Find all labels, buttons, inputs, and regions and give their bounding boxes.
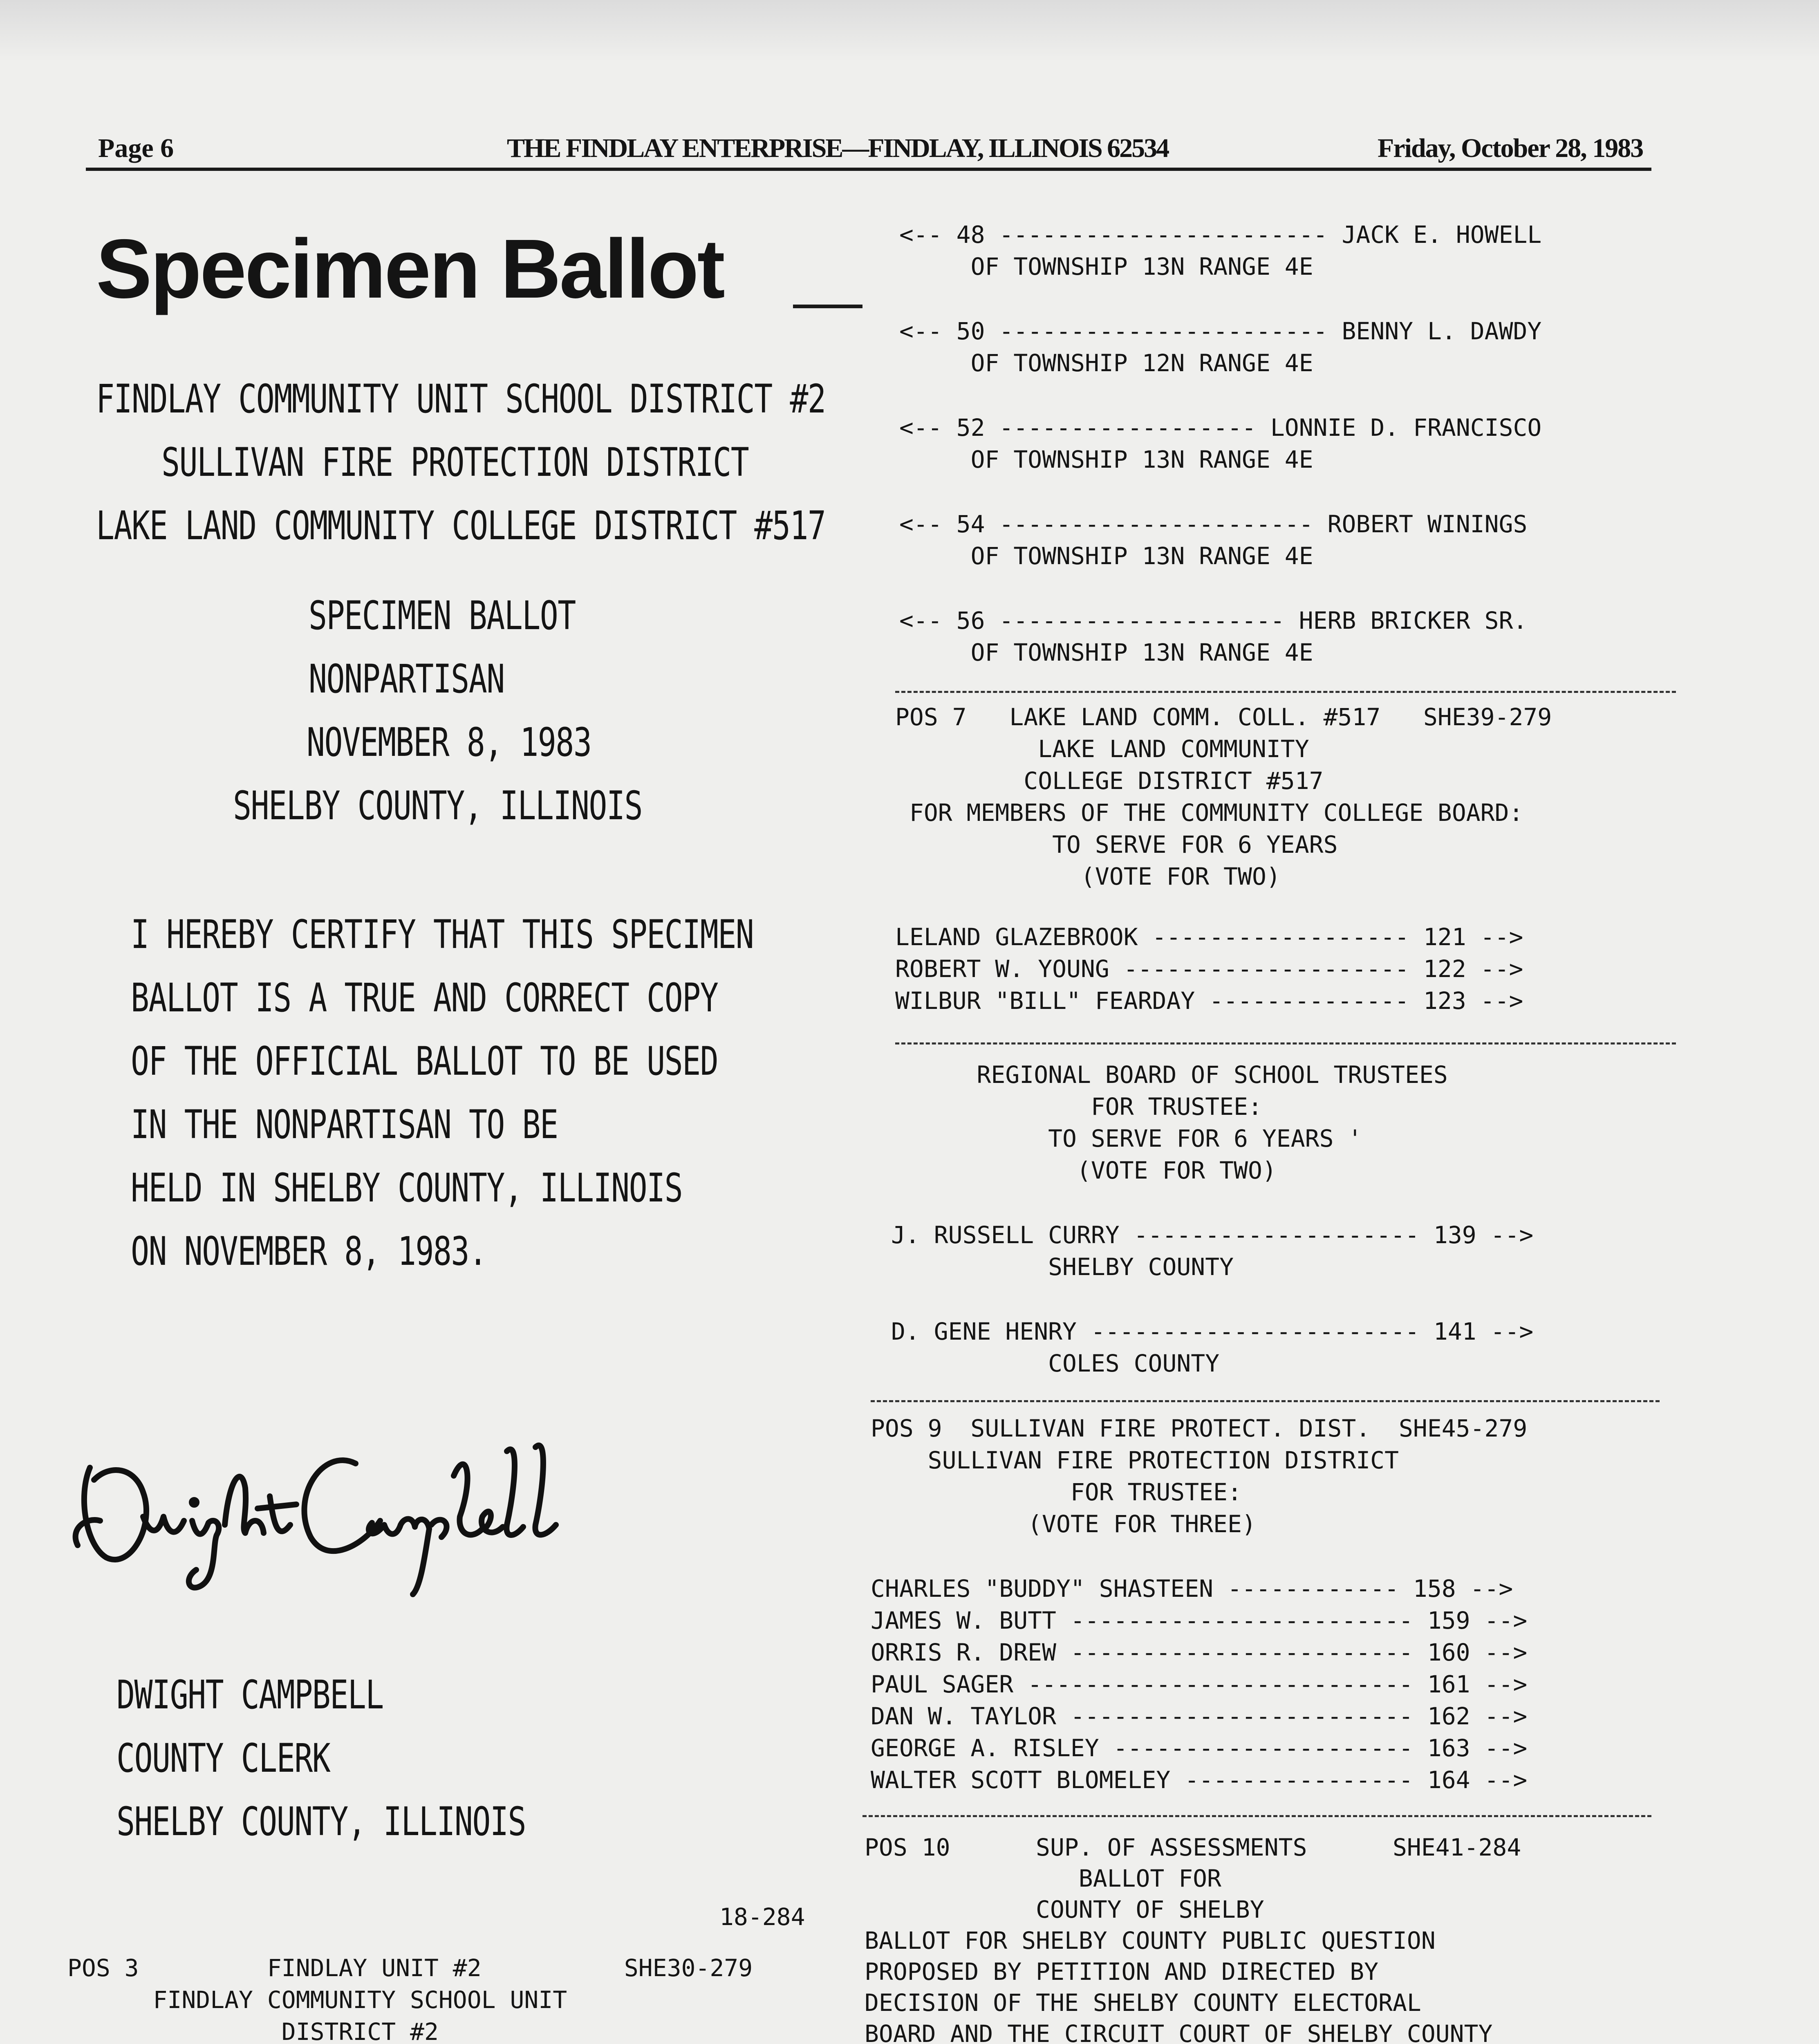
candidate-line: ORRIS R. DREW ------------------------ 160 --> — [871, 1638, 1528, 1666]
text-line: COUNTY OF SHELBY — [865, 1896, 1264, 1923]
scan-top-band — [0, 0, 1819, 61]
signature-image — [61, 1423, 572, 1602]
text-line: BOARD AND THE CIRCUIT COURT OF SHELBY COUNTY — [865, 2020, 1493, 2044]
certify-line: BALLOT IS A TRUE AND CORRECT COPY — [131, 975, 718, 1021]
text-line: DISTRICT #2 — [67, 2018, 439, 2044]
page-number: Page 6 — [98, 133, 174, 163]
text-line — [899, 480, 1541, 512]
text-line: OF TOWNSHIP 12N RANGE 4E — [899, 349, 1313, 377]
candidate-line: LELAND GLAZEBROOK ------------------ 121 --> — [895, 923, 1523, 951]
candidate-line: <-- 52 ------------------ LONNIE D. FRANCISCO — [899, 414, 1542, 442]
ballot-code: 18-284 — [719, 1903, 805, 1931]
text-line: PROPOSED BY PETITION AND DIRECTED BY — [865, 1958, 1379, 1986]
districts-block — [96, 376, 914, 566]
text-line: FOR TRUSTEE: — [891, 1093, 1262, 1121]
text-line: FOR MEMBERS OF THE COMMUNITY COLLEGE BOARD: — [895, 799, 1523, 827]
text-line: POS 7 LAKE LAND COMM. COLL. #517 SHE39-279 — [895, 703, 1552, 731]
masthead: THE FINDLAY ENTERPRISE—FINDLAY, ILLINOIS 62534 — [507, 133, 1169, 163]
candidate-line: <-- 48 ----------------------- JACK E. HOWELL — [899, 221, 1542, 249]
text-line: SULLIVAN FIRE PROTECTION DISTRICT — [871, 1446, 1399, 1474]
text-line: (VOTE FOR THREE) — [871, 1510, 1256, 1538]
text-line: OF TOWNSHIP 13N RANGE 4E — [899, 542, 1313, 570]
text-line — [895, 896, 1552, 925]
right-block-pos7 — [895, 705, 1552, 1021]
clerk-block — [116, 1672, 730, 1862]
candidate-line: DAN W. TAYLOR ------------------------ 162 --> — [871, 1702, 1528, 1730]
candidate-line: WALTER SCOTT BLOMELEY ---------------- 164 --> — [871, 1766, 1528, 1794]
text-line — [899, 383, 1541, 416]
text-line: FINDLAY COMMUNITY SCHOOL UNIT — [67, 1986, 567, 2014]
candidate-line: CHARLES "BUDDY" SHASTEEN ------------ 158 --> — [871, 1575, 1513, 1602]
candidate-line: WILBUR "BILL" FEARDAY -------------- 123 --> — [895, 987, 1523, 1015]
clerk-line: COUNTY CLERK — [116, 1735, 330, 1781]
candidate-line: <-- 56 -------------------- HERB BRICKER SR. — [899, 607, 1528, 634]
text-line — [891, 1287, 1533, 1320]
text-line: LAKE LAND COMMUNITY — [895, 735, 1309, 763]
ballot-info-line: SPECIMEN BALLOT — [309, 593, 576, 639]
section-divider — [871, 1400, 1660, 1402]
pos3-block — [67, 1956, 753, 2044]
text-line: POS 3 FINDLAY UNIT #2 SHE30-279 — [67, 1954, 753, 1982]
clerk-line: SHELBY COUNTY, ILLINOIS — [116, 1799, 526, 1845]
certify-line: I HEREBY CERTIFY THAT THIS SPECIMEN — [131, 912, 754, 957]
section-divider — [895, 691, 1676, 693]
certify-line: HELD IN SHELBY COUNTY, ILLINOIS — [131, 1165, 683, 1211]
candidate-line: GEORGE A. RISLEY --------------------- 163 --> — [871, 1734, 1528, 1762]
ballot-info-line: NONPARTISAN — [309, 656, 504, 702]
district-line: SULLIVAN FIRE PROTECTION DISTRICT — [161, 439, 749, 485]
text-line — [891, 1190, 1533, 1223]
text-line: SHELBY COUNTY — [891, 1253, 1234, 1281]
text-line: COLLEGE DISTRICT #517 — [895, 767, 1324, 795]
certify-line: IN THE NONPARTISAN TO BE — [131, 1102, 558, 1148]
text-line: POS 9 SULLIVAN FIRE PROTECT. DIST. SHE45-279 — [871, 1414, 1528, 1442]
certify-line: OF THE OFFICIAL BALLOT TO BE USED — [131, 1038, 718, 1084]
text-line: OF TOWNSHIP 13N RANGE 4E — [899, 639, 1313, 666]
right-block-candidates — [899, 223, 1541, 672]
right-block-regional — [891, 1063, 1533, 1383]
text-line: (VOTE FOR TWO) — [891, 1156, 1277, 1184]
page-title: Specimen Ballot — [96, 222, 724, 316]
candidate-line: D. GENE HENRY ----------------------- 141 --> — [891, 1318, 1534, 1345]
ballot-info-line: NOVEMBER 8, 1983 — [307, 719, 591, 765]
text-line: (VOTE FOR TWO) — [895, 863, 1281, 890]
candidate-line: <-- 54 ---------------------- ROBERT WININGS — [899, 510, 1528, 538]
text-line: BALLOT FOR — [865, 1865, 1221, 1892]
right-block-pos10 — [865, 1833, 1521, 2044]
candidate-line: J. RUSSELL CURRY -------------------- 139 --> — [891, 1221, 1534, 1249]
candidate-line: JAMES W. BUTT ------------------------ 159 --> — [871, 1607, 1528, 1634]
text-line: BALLOT FOR SHELBY COUNTY PUBLIC QUESTION — [865, 1927, 1436, 1954]
text-line: REGIONAL BOARD OF SCHOOL TRUSTEES — [891, 1061, 1448, 1089]
text-line — [899, 576, 1541, 609]
section-divider — [895, 1042, 1676, 1044]
text-line — [899, 287, 1541, 319]
text-line: COLES COUNTY — [891, 1349, 1220, 1377]
right-block-pos9 — [871, 1416, 1527, 1800]
candidate-line: ROBERT W. YOUNG -------------------- 122 --> — [895, 955, 1523, 983]
certify-line: ON NOVEMBER 8, 1983. — [131, 1228, 487, 1274]
title-rule — [793, 305, 862, 308]
text-line: TO SERVE FOR 6 YEARS ' — [891, 1125, 1362, 1152]
header-rule — [86, 168, 1651, 171]
text-line: POS 10 SUP. OF ASSESSMENTS SHE41-284 — [865, 1833, 1521, 1861]
district-line: FINDLAY COMMUNITY UNIT SCHOOL DISTRICT #2 — [96, 376, 826, 422]
text-line: DECISION OF THE SHELBY COUNTY ELECTORAL — [865, 1989, 1421, 2017]
clerk-line: DWIGHT CAMPBELL — [116, 1672, 383, 1718]
district-line: LAKE LAND COMMUNITY COLLEGE DISTRICT #517 — [96, 503, 826, 549]
issue-date: Friday, October 28, 1983 — [1378, 133, 1643, 163]
ballot-info-line: SHELBY COUNTY, ILLINOIS — [233, 783, 642, 829]
text-line — [871, 1544, 1527, 1577]
candidate-line: <-- 50 ----------------------- BENNY L. DAWDY — [899, 317, 1542, 345]
certification-block — [131, 912, 907, 1292]
ballot-info-block — [233, 593, 846, 846]
text-line: OF TOWNSHIP 13N RANGE 4E — [899, 253, 1313, 280]
candidate-line: PAUL SAGER --------------------------- 161 --> — [871, 1670, 1528, 1698]
text-line: OF TOWNSHIP 13N RANGE 4E — [899, 446, 1313, 473]
text-line: FOR TRUSTEE: — [871, 1478, 1242, 1506]
section-divider — [862, 1815, 1651, 1817]
text-line: TO SERVE FOR 6 YEARS — [895, 831, 1338, 858]
